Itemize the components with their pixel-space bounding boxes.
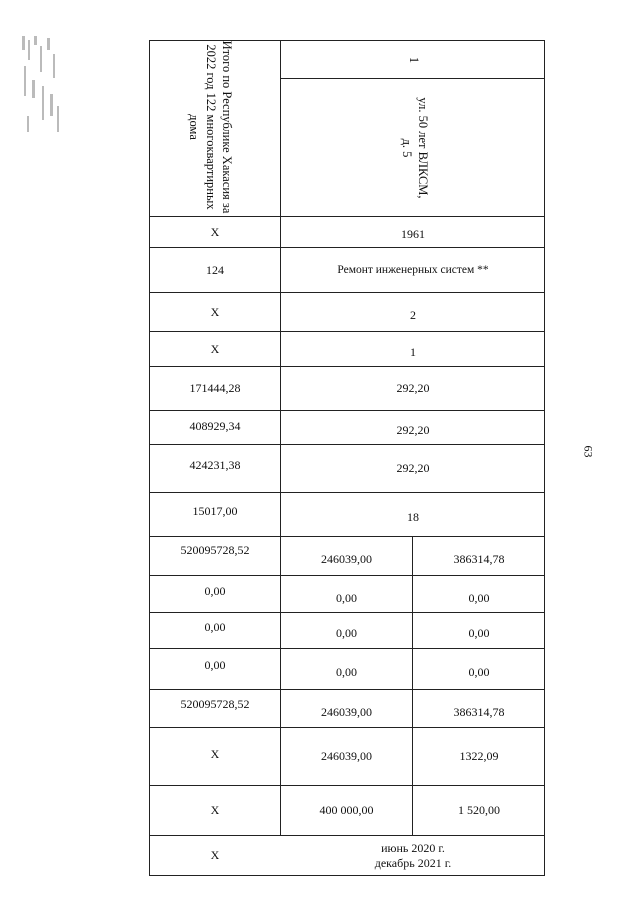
row-value: 1 — [410, 344, 416, 359]
date-start: июнь 2020 г. — [381, 840, 445, 855]
row-total: Х — [210, 341, 220, 356]
row-total: 520095728,52 — [180, 696, 250, 711]
row-total: Х — [210, 746, 220, 761]
row-value: 292,20 — [396, 461, 430, 475]
row-value: 292,20 — [396, 422, 430, 437]
row-value-a: 246039,00 — [321, 551, 372, 566]
row-value: Ремонт инженерных систем ** — [337, 263, 489, 276]
row-value: 292,20 — [396, 381, 430, 395]
row-value: 1961 — [401, 226, 425, 241]
row-total: 0,00 — [204, 657, 226, 672]
column-number: 1 — [407, 56, 421, 64]
row-value-b: 1322,09 — [459, 749, 499, 763]
row-value-a: 0,00 — [336, 590, 357, 605]
row-value-b: 386314,78 — [453, 704, 505, 719]
row-total: Х — [210, 224, 220, 239]
row-total: Х — [210, 848, 220, 862]
row-total: 0,00 — [204, 583, 226, 598]
row-total: 15017,00 — [192, 503, 238, 518]
row-total: 124 — [206, 262, 224, 277]
total-column-header: Итого по Республике Хакасия за 2022 год 122 многоквартирных дома — [187, 40, 234, 214]
row-total: 520095728,52 — [180, 542, 250, 557]
row-total: 424231,38 — [189, 457, 241, 472]
row-value-b: 0,00 — [468, 664, 490, 679]
row-value-a: 0,00 — [336, 664, 357, 679]
row-value-dates — [281, 836, 545, 875]
page-number: 63 — [581, 445, 596, 458]
date-end: декабрь 2021 г. — [374, 855, 452, 870]
row-value-b: 386314,78 — [453, 551, 505, 566]
row-value-a: 246039,00 — [321, 749, 372, 763]
address-header: ул. 50 лет ВЛКСМ, д. 5 — [399, 97, 430, 199]
row-value: 2 — [410, 307, 416, 322]
row-value-b: 0,00 — [468, 625, 490, 640]
row-value-b: 1 520,00 — [458, 803, 500, 817]
row-total: Х — [210, 803, 220, 817]
row-total: 408929,34 — [189, 418, 241, 433]
faint-stamp — [22, 36, 62, 136]
row-total: 171444,28 — [189, 381, 241, 395]
row-value-a: 400 000,00 — [319, 803, 374, 817]
row-value-b: 0,00 — [468, 590, 490, 605]
row-value: 18 — [407, 509, 419, 524]
row-value-a: 246039,00 — [321, 704, 372, 719]
row-total: Х — [210, 304, 220, 319]
row-value-a: 0,00 — [336, 625, 357, 640]
row-total: 0,00 — [204, 619, 226, 634]
